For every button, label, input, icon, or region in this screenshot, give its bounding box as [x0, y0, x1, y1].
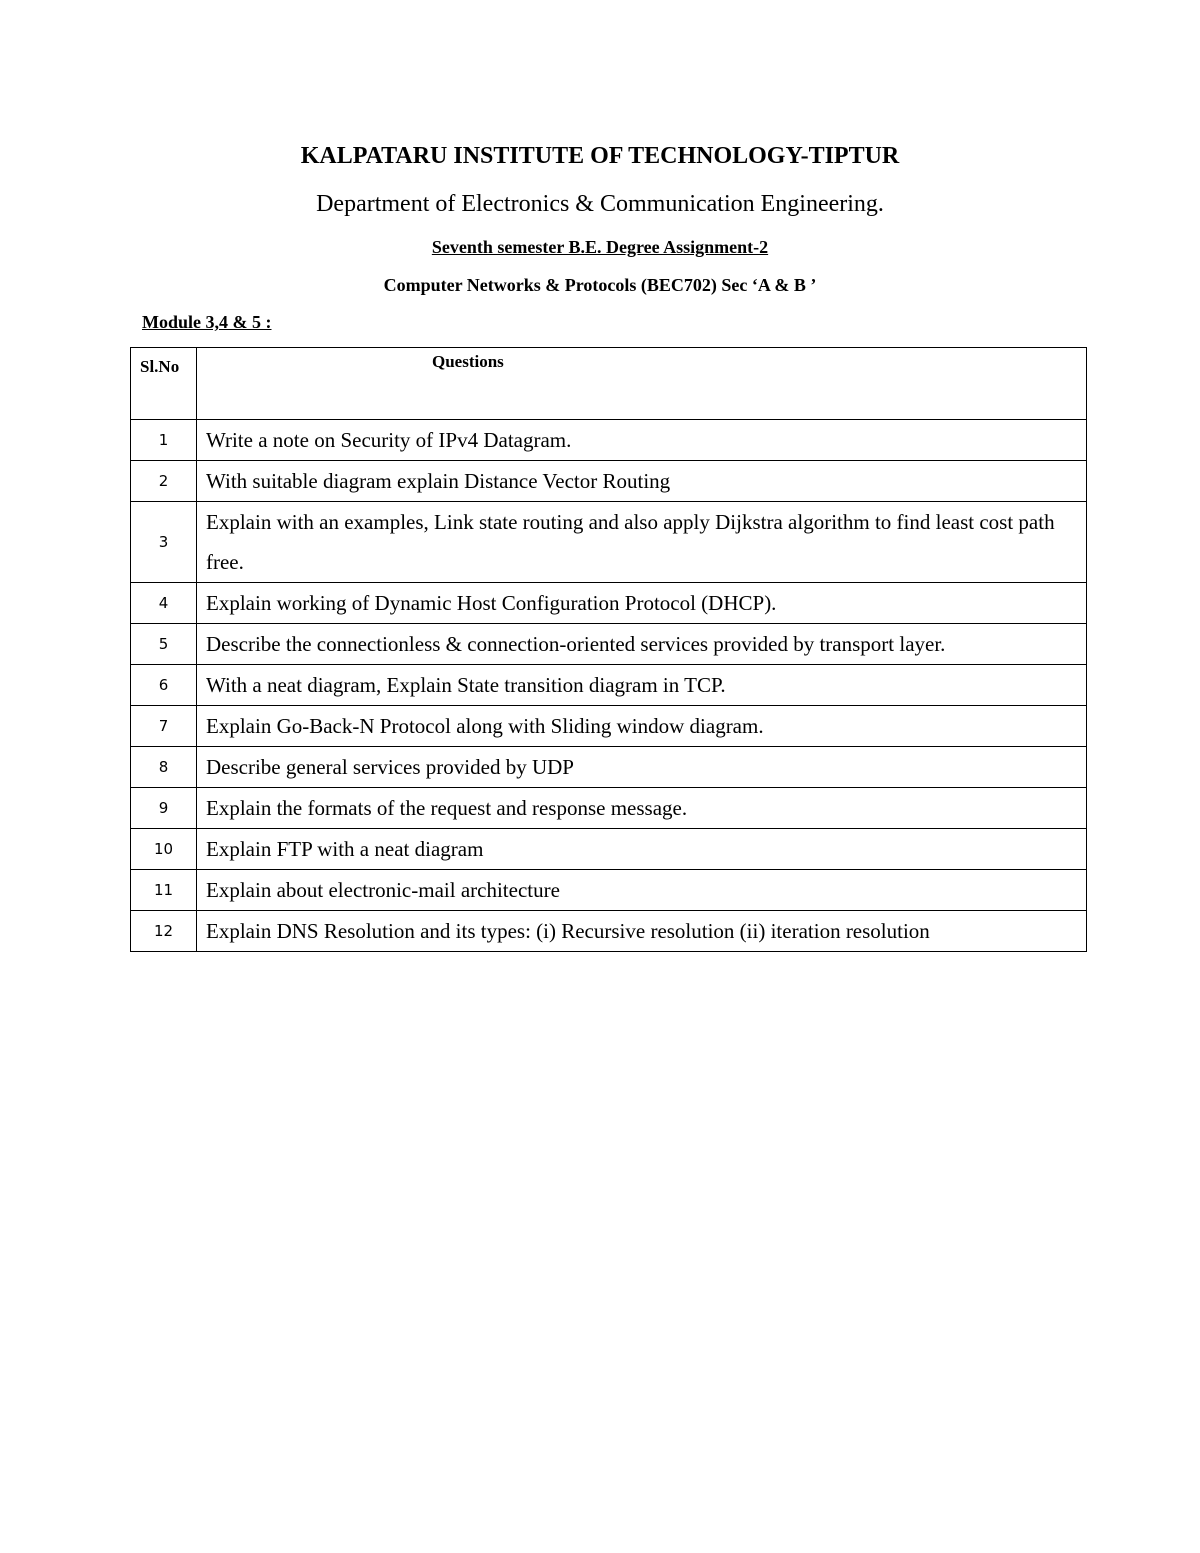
table-row [131, 502, 1087, 583]
row-number: 3 [131, 502, 197, 583]
row-number: 7 [131, 706, 197, 747]
table-row [131, 911, 1087, 952]
table-row [131, 870, 1087, 911]
table-row [131, 706, 1087, 747]
row-question: Explain Go-Back-N Protocol along with Sliding window diagram. [197, 706, 1087, 747]
semester-assignment-title: Seventh semester B.E. Degree Assignment-2 [431, 237, 769, 257]
row-number: 11 [131, 870, 197, 911]
row-question: Explain with an examples, Link state routing and also apply Dijkstra algorithm to find least cost path free. [197, 502, 1087, 583]
header-questions: Questions [197, 348, 1087, 420]
row-question: Explain about electronic-mail architecture [197, 870, 1087, 911]
row-number: 6 [131, 665, 197, 706]
row-question: Explain FTP with a neat diagram [197, 829, 1087, 870]
row-number: 2 [131, 461, 197, 502]
row-number: 12 [131, 911, 197, 952]
table-header-row [131, 348, 1087, 420]
row-number: 9 [131, 788, 197, 829]
table-row [131, 747, 1087, 788]
table-row [131, 583, 1087, 624]
table-row [131, 829, 1087, 870]
module-label: Module 3,4 & 5 : [142, 312, 272, 332]
table-row [131, 624, 1087, 665]
header-sl-no: Sl.No [131, 348, 197, 420]
row-question: Explain the formats of the request and response message. [197, 788, 1087, 829]
row-number: 1 [131, 420, 197, 461]
row-question: Explain DNS Resolution and its types: (i) Recursive resolution (ii) iteration resolution [197, 911, 1087, 952]
row-number: 5 [131, 624, 197, 665]
course-title: Computer Networks & Protocols (BEC702) Sec ‘A & B ’ [383, 275, 817, 295]
row-question: Explain working of Dynamic Host Configuration Protocol (DHCP). [197, 583, 1087, 624]
row-question: Write a note on Security of IPv4 Datagram. [197, 420, 1087, 461]
row-question: Describe the connectionless & connection-oriented services provided by transport layer. [197, 624, 1087, 665]
row-number: 10 [131, 829, 197, 870]
questions-table [130, 347, 1087, 952]
row-question: Describe general services provided by UDP [197, 747, 1087, 788]
table-row [131, 788, 1087, 829]
table-row [131, 665, 1087, 706]
department-name: Department of Electronics & Communication Engineering. [316, 191, 884, 217]
row-question: With suitable diagram explain Distance Vector Routing [197, 461, 1087, 502]
table-row [131, 420, 1087, 461]
table-row [131, 461, 1087, 502]
institute-title: KALPATARU INSTITUTE OF TECHNOLOGY-TIPTUR [300, 143, 900, 169]
row-question: With a neat diagram, Explain State transition diagram in TCP. [197, 665, 1087, 706]
row-number: 8 [131, 747, 197, 788]
row-number: 4 [131, 583, 197, 624]
